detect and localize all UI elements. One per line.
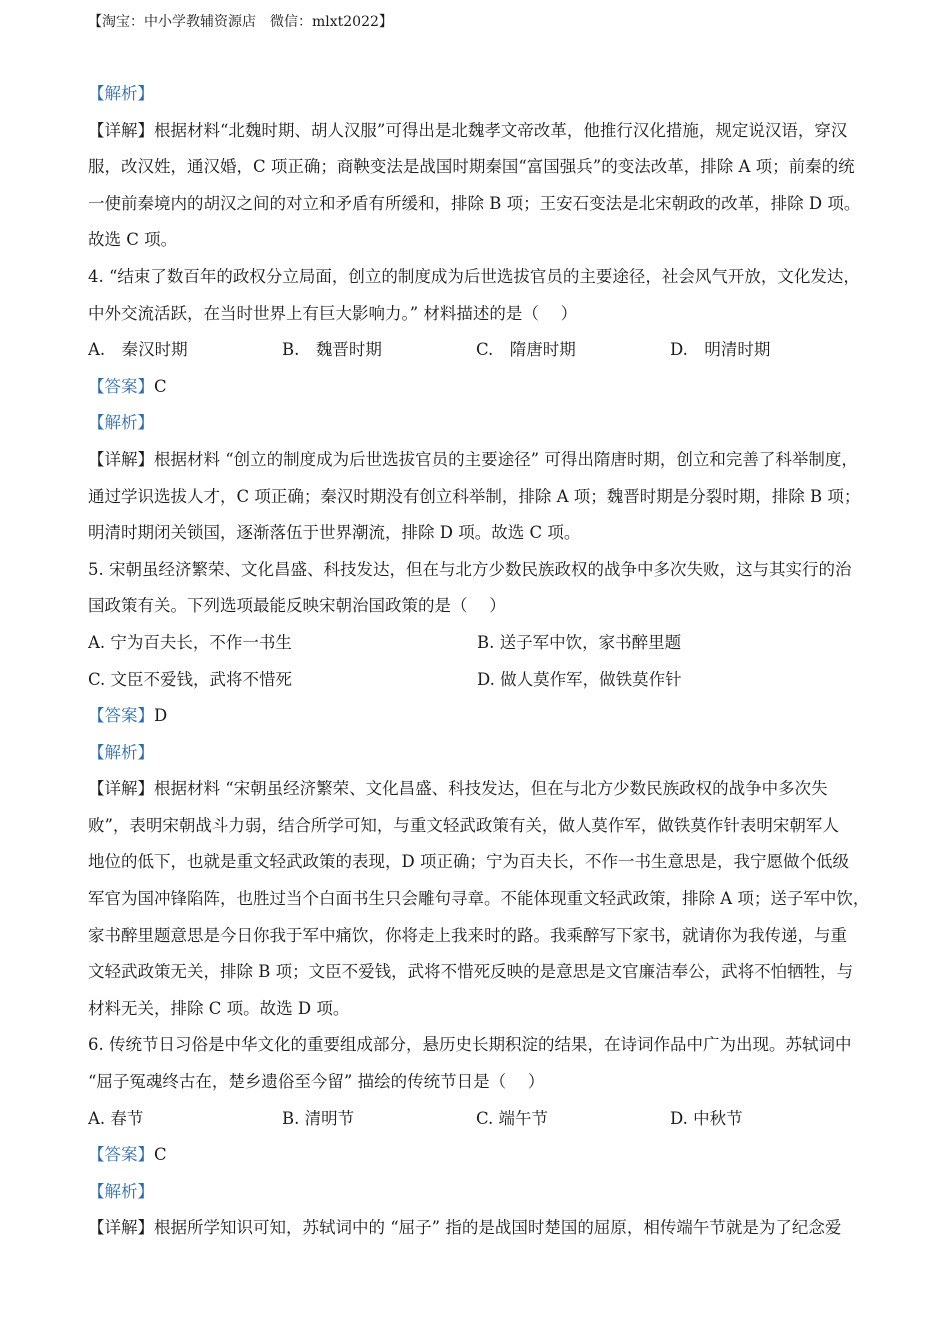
q5-stem-line-2: 国政策有关。下列选项最能反映宋朝治国政策的是（ ） xyxy=(88,596,506,616)
q6-option-a: A. 春节 xyxy=(88,1108,144,1128)
q5-detail-line-1: 【详解】根据材料 “宋朝虽经济繁荣、文化昌盛、科技发达，但在与北方少数民族政权的战争中多次失 xyxy=(88,779,828,799)
q5-option-d: D. 做人莫作军，做铁莫作针 xyxy=(477,669,682,689)
q3-detail-line-2: 服，改汉姓，通汉婚，C 项正确；商鞅变法是战国时期秦国“富国强兵”的变法改革，排除 A 项；前秦的统 xyxy=(88,157,855,177)
q4-detail-tag: 【详解】 xyxy=(88,449,154,469)
q3-detail-line-3: 一使前秦境内的胡汉之间的对立和矛盾有所缓和，排除 B 项；王安石变法是北宋朝政的改革，排除 D 项。 xyxy=(88,193,861,213)
q5-detail-tag: 【详解】 xyxy=(88,779,154,799)
q3-detail-line-4: 故选 C 项。 xyxy=(88,230,178,250)
q6-options xyxy=(88,1101,873,1138)
q5-detail-line-6: 文轻武政策无关，排除 B 项；文臣不爱钱，武将不惜死反映的是意思是文官廉洁奉公，武将不怕牺牲，与 xyxy=(88,962,854,982)
q5-stem-line-1: 5. 宋朝虽经济繁荣、文化昌盛、科技发达，但在与北方少数民族政权的战争中多次失败，这与其实行的治 xyxy=(88,559,852,579)
document-body xyxy=(88,76,873,1247)
q5-detail-line-7: 材料无关，排除 C 项。故选 D 项。 xyxy=(88,998,350,1018)
q6-option-c: C. 端午节 xyxy=(476,1108,549,1128)
q5-answer-value: D xyxy=(154,706,168,726)
q6-detail-tag: 【详解】 xyxy=(88,1218,154,1238)
q5-answer xyxy=(88,698,873,735)
q4-answer-tag: 【答案】 xyxy=(88,376,154,396)
q4-detail-line-3: 明清时期闭关锁国，逐渐落伍于世界潮流，排除 D 项。故选 C 项。 xyxy=(88,523,581,543)
q6-stem-line-1: 6. 传统节日习俗是中华文化的重要组成部分，悬历史长期积淀的结果，在诗词作品中广为出现。苏轼词中 xyxy=(88,1035,852,1055)
q5-detail-line-4: 军官为国冲锋陷阵，也胜过当个白面书生只会雕句寻章。不能体现重文轻武政策，排除 A 项；送子军中饮， xyxy=(88,889,870,909)
q3-detail-tag: 【详解】 xyxy=(88,120,154,140)
q6-stem-line-2: “屈子冤魂终古在，楚乡遗俗至今留” 描绘的传统节日是（ ） xyxy=(88,1072,545,1092)
q6-option-b: B. 清明节 xyxy=(282,1108,355,1128)
q4-answer-value: C xyxy=(154,376,167,396)
q4-option-c: C. 隋唐时期 xyxy=(476,340,576,360)
q5-analysis-tag: 【解析】 xyxy=(88,742,154,762)
watermark-text: 【淘宝：中小学教辅资源店 微信：mlxt2022】 xyxy=(88,14,393,30)
q5-option-b: B. 送子军中饮，家书醉里题 xyxy=(477,632,682,652)
q4-option-a: A. 秦汉时期 xyxy=(88,340,188,360)
q6-answer xyxy=(88,1137,873,1174)
q6-answer-value: C xyxy=(154,1145,167,1165)
q4-detail-line-1: 【详解】根据材料 “创立的制度成为后世选拔官员的主要途径” 可得出隋唐时期，创立和完善了科举制度， xyxy=(88,449,858,469)
q6-analysis-tag: 【解析】 xyxy=(88,1181,154,1201)
q4-option-b: B. 魏晋时期 xyxy=(282,340,382,360)
q6-option-d: D. 中秋节 xyxy=(670,1108,743,1128)
q3-detail-line-1: 【详解】根据材料“北魏时期、胡人汉服”可得出是北魏孝文帝改革，他推行汉化措施，规定说汉语，穿汉 xyxy=(88,120,848,140)
q4-stem-line-2: 中外交流活跃，在当时世界上有巨大影响力。” 材料描述的是（ ） xyxy=(88,303,578,323)
q4-stem-line-1: 4. “结束了数百年的政权分立局面，创立的制度成为后世选拔官员的主要途径，社会风气开放，文化发达， xyxy=(88,266,860,286)
q5-option-a: A. 宁为百夫长，不作一书生 xyxy=(88,632,292,652)
q5-option-c: C. 文臣不爱钱，武将不惜死 xyxy=(88,669,293,689)
q4-options xyxy=(88,332,873,369)
q4-analysis-tag: 【解析】 xyxy=(88,413,154,433)
q5-detail-line-3: 地位的低下，也就是重文轻武政策的表现，D 项正确；宁为百夫长，不作一书生意思是，我宁愿做个低级 xyxy=(88,852,849,872)
q4-detail-line-2: 通过学识选拔人才，C 项正确；秦汉时期没有创立科举制，排除 A 项；魏晋时期是分裂时期，排除 B 项； xyxy=(88,486,861,506)
q4-answer xyxy=(88,369,873,406)
q5-detail-line-5: 家书醉里题意思是今日你我于军中痛饮，你将走上我来时的路。我乘醉写下家书，就请你为我传递，与重 xyxy=(88,925,847,945)
q3-analysis-tag: 【解析】 xyxy=(88,84,154,103)
q4-option-d: D. 明清时期 xyxy=(670,340,771,360)
q5-answer-tag: 【答案】 xyxy=(88,706,154,726)
q6-detail-line-1: 【详解】根据所学知识可知，苏轼词中的 “屈子” 指的是战国时楚国的屈原，相传端午节就是为了纪念爱 xyxy=(88,1218,842,1238)
q5-detail-line-2: 败”，表明宋朝战斗力弱，结合所学可知，与重文轻武政策有关，做人莫作军，做铁莫作针表明宋朝军人 xyxy=(88,815,839,835)
q6-answer-tag: 【答案】 xyxy=(88,1145,154,1165)
q5-options-row-2 xyxy=(88,662,873,699)
q5-options-row-1 xyxy=(88,625,873,662)
